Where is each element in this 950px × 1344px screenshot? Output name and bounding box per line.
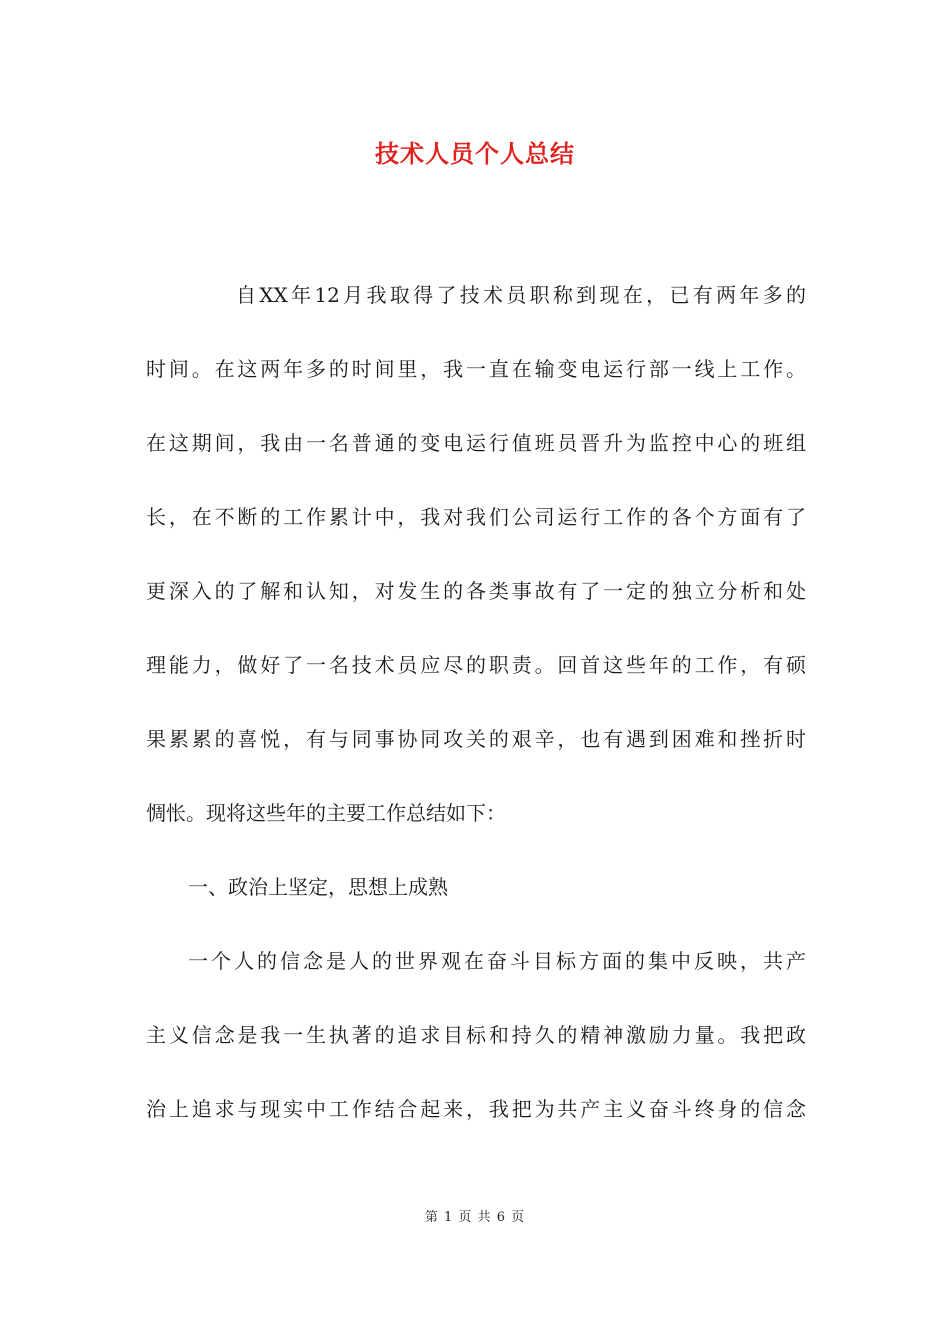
paragraph-line: 理能力，做好了一名技术员应尽的职责。回首这些年的工作，有硕 <box>146 653 806 677</box>
section-heading: 一、政治上坚定，思想上成熟 <box>188 875 448 899</box>
page-number-footer: 第 1 页 共 6 页 <box>424 1210 526 1225</box>
document-title: 技术人员个人总结 <box>375 139 575 168</box>
paragraph-line: 主义信念是我一生执著的追求目标和持久的精神激励力量。我把政 <box>146 1023 806 1047</box>
paragraph-line: 更深入的了解和认知，对发生的各类事故有了一定的独立分析和处 <box>146 579 806 603</box>
paragraph-line: 在这期间，我由一名普通的变电运行值班员晋升为监控中心的班组 <box>146 431 806 455</box>
paragraph-line: 时间。在这两年多的时间里，我一直在输变电运行部一线上工作。 <box>146 357 806 381</box>
paragraph-line: 长，在不断的工作累计中，我对我们公司运行工作的各个方面有了 <box>146 505 806 529</box>
paragraph-line: 果累累的喜悦，有与同事协同攻关的艰辛，也有遇到困难和挫折时 <box>146 727 806 751</box>
paragraph-line: 自XX年12月我取得了技术员职称到现在，已有两年多的 <box>236 283 806 307</box>
paragraph-line: 惆怅。现将这些年的主要工作总结如下： <box>146 801 506 825</box>
paragraph-line: 一个人的信念是人的世界观在奋斗目标方面的集中反映，共产 <box>188 949 806 973</box>
paragraph-line: 治上追求与现实中工作结合起来，我把为共产主义奋斗终身的信念 <box>146 1097 806 1121</box>
